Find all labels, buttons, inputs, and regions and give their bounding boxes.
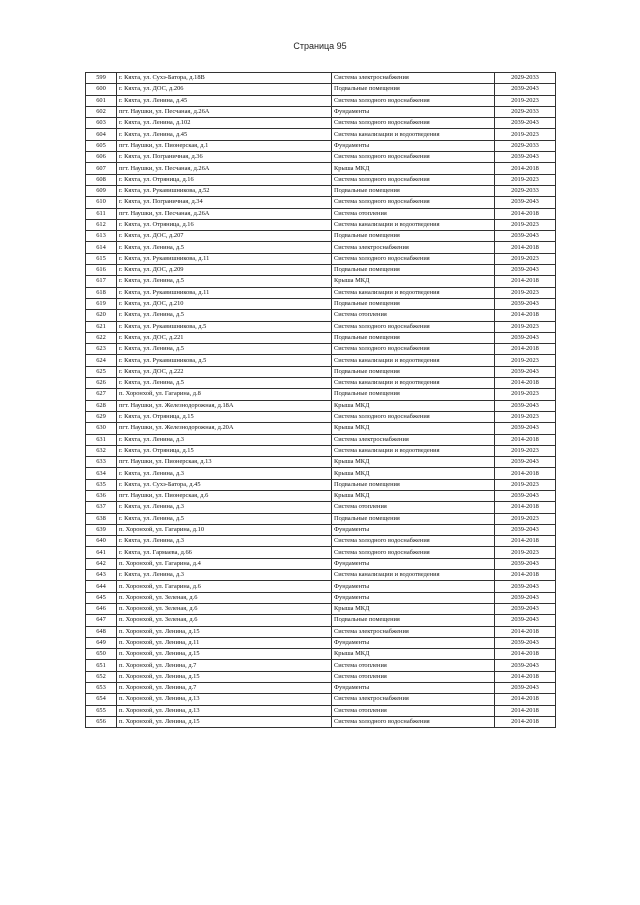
period-cell: 2039-2043 <box>495 660 556 671</box>
table-row <box>86 479 556 490</box>
system-cell: Подвальные помещения <box>332 84 495 95</box>
period-cell: 2039-2043 <box>495 400 556 411</box>
table-row <box>86 231 556 242</box>
period-cell: 2029-2033 <box>495 106 556 117</box>
address-cell: п. Хоронхой, ул. Гагарина, д.4 <box>117 558 332 569</box>
address-cell: г. Кяхта, ул. Сухэ-Батора, д.45 <box>117 479 332 490</box>
address-cell: г. Кяхта, ул. ДОС, д.210 <box>117 298 332 309</box>
system-cell: Система отопления <box>332 660 495 671</box>
system-cell: Система канализации и водоотведения <box>332 445 495 456</box>
table-row <box>86 445 556 456</box>
table-row <box>86 140 556 151</box>
period-cell: 2014-2018 <box>495 716 556 727</box>
address-cell: п. Хоронхой, ул. Гагарина, д.8 <box>117 389 332 400</box>
system-cell: Система канализации и водоотведения <box>332 378 495 389</box>
address-cell: г. Кяхта, ул. Ленина, д.5 <box>117 344 332 355</box>
period-cell: 2019-2023 <box>495 513 556 524</box>
row-number-cell: 605 <box>86 140 117 151</box>
row-number-cell: 655 <box>86 705 117 716</box>
system-cell: Фундаменты <box>332 140 495 151</box>
row-number-cell: 601 <box>86 95 117 106</box>
row-number-cell: 604 <box>86 129 117 140</box>
row-number-cell: 619 <box>86 298 117 309</box>
system-cell: Система электроснабжения <box>332 694 495 705</box>
period-cell: 2019-2023 <box>495 479 556 490</box>
system-cell: Подвальные помещения <box>332 265 495 276</box>
period-cell: 2014-2018 <box>495 502 556 513</box>
system-cell: Система канализации и водоотведения <box>332 570 495 581</box>
row-number-cell: 614 <box>86 242 117 253</box>
row-number-cell: 618 <box>86 287 117 298</box>
system-cell: Подвальные помещения <box>332 298 495 309</box>
table-row <box>86 310 556 321</box>
table-row <box>86 129 556 140</box>
period-cell: 2029-2033 <box>495 185 556 196</box>
table-row <box>86 355 556 366</box>
system-cell: Система холодного водоснабжения <box>332 95 495 106</box>
address-cell: г. Кяхта, ул. ДОС, д.222 <box>117 366 332 377</box>
period-cell: 2019-2023 <box>495 253 556 264</box>
period-cell: 2014-2018 <box>495 626 556 637</box>
period-cell: 2019-2023 <box>495 287 556 298</box>
table-row <box>86 660 556 671</box>
row-number-cell: 656 <box>86 716 117 727</box>
address-cell: г. Кяхта, ул. Сухэ-Батора, д.18В <box>117 73 332 84</box>
system-cell: Крыша МКД <box>332 603 495 614</box>
period-cell: 2039-2043 <box>495 683 556 694</box>
table-row <box>86 570 556 581</box>
row-number-cell: 627 <box>86 389 117 400</box>
row-number-cell: 612 <box>86 219 117 230</box>
row-number-cell: 609 <box>86 185 117 196</box>
row-number-cell: 636 <box>86 490 117 501</box>
row-number-cell: 638 <box>86 513 117 524</box>
address-cell: г. Кяхта, ул. Пограничная, д.36 <box>117 152 332 163</box>
system-cell: Фундаменты <box>332 106 495 117</box>
table-row <box>86 95 556 106</box>
system-cell: Крыша МКД <box>332 457 495 468</box>
system-cell: Система канализации и водоотведения <box>332 219 495 230</box>
address-cell: г. Кяхта, ул. Рукавишникова, д.5 <box>117 355 332 366</box>
period-cell: 2019-2023 <box>495 321 556 332</box>
period-cell: 2039-2043 <box>495 118 556 129</box>
row-number-cell: 623 <box>86 344 117 355</box>
address-cell: г. Кяхта, ул. Ленина, д.5 <box>117 276 332 287</box>
table-row <box>86 502 556 513</box>
period-cell: 2014-2018 <box>495 434 556 445</box>
table-row <box>86 513 556 524</box>
period-cell: 2029-2033 <box>495 73 556 84</box>
row-number-cell: 635 <box>86 479 117 490</box>
row-number-cell: 641 <box>86 547 117 558</box>
period-cell: 2039-2043 <box>495 152 556 163</box>
table-row <box>86 118 556 129</box>
system-cell: Подвальные помещения <box>332 615 495 626</box>
address-cell: п. Хоронхой, ул. Ленина, д.15 <box>117 716 332 727</box>
address-cell: п. Хоронхой, ул. Ленина, д.11 <box>117 637 332 648</box>
period-cell: 2039-2043 <box>495 423 556 434</box>
system-cell: Фундаменты <box>332 683 495 694</box>
period-cell: 2014-2018 <box>495 208 556 219</box>
address-cell: п. Хоронхой, ул. Ленина, д.7 <box>117 660 332 671</box>
table-row <box>86 242 556 253</box>
address-cell: г. Кяхта, ул. ДОС, д.209 <box>117 265 332 276</box>
period-cell: 2039-2043 <box>495 332 556 343</box>
address-cell: г. Кяхта, ул. Ленина, д.3 <box>117 502 332 513</box>
row-number-cell: 637 <box>86 502 117 513</box>
address-cell: г. Кяхта, ул. Гармаева, д.66 <box>117 547 332 558</box>
row-number-cell: 600 <box>86 84 117 95</box>
address-cell: г. Кяхта, ул. Ленина, д.45 <box>117 129 332 140</box>
row-number-cell: 606 <box>86 152 117 163</box>
table-row <box>86 705 556 716</box>
table-row <box>86 366 556 377</box>
row-number-cell: 620 <box>86 310 117 321</box>
table-row <box>86 185 556 196</box>
table-row <box>86 73 556 84</box>
row-number-cell: 607 <box>86 163 117 174</box>
row-number-cell: 649 <box>86 637 117 648</box>
period-cell: 2014-2018 <box>495 570 556 581</box>
period-cell: 2039-2043 <box>495 84 556 95</box>
system-cell: Система отопления <box>332 671 495 682</box>
row-number-cell: 651 <box>86 660 117 671</box>
row-number-cell: 650 <box>86 649 117 660</box>
address-cell: г. Кяхта, ул. Ленина, д.5 <box>117 513 332 524</box>
row-number-cell: 654 <box>86 694 117 705</box>
period-cell: 2014-2018 <box>495 671 556 682</box>
row-number-cell: 646 <box>86 603 117 614</box>
row-number-cell: 616 <box>86 265 117 276</box>
system-cell: Крыша МКД <box>332 163 495 174</box>
system-cell: Система холодного водоснабжения <box>332 536 495 547</box>
system-cell: Подвальные помещения <box>332 513 495 524</box>
system-cell: Крыша МКД <box>332 276 495 287</box>
row-number-cell: 615 <box>86 253 117 264</box>
table-row <box>86 603 556 614</box>
row-number-cell: 622 <box>86 332 117 343</box>
system-cell: Система холодного водоснабжения <box>332 197 495 208</box>
period-cell: 2019-2023 <box>495 129 556 140</box>
row-number-cell: 617 <box>86 276 117 287</box>
repair-schedule-table <box>85 72 556 728</box>
row-number-cell: 628 <box>86 400 117 411</box>
table-row <box>86 694 556 705</box>
system-cell: Система отопления <box>332 502 495 513</box>
row-number-cell: 631 <box>86 434 117 445</box>
address-cell: г. Кяхта, ул. Ленина, д.5 <box>117 310 332 321</box>
system-cell: Фундаменты <box>332 592 495 603</box>
address-cell: г. Кяхта, ул. ДОС, д.207 <box>117 231 332 242</box>
period-cell: 2014-2018 <box>495 378 556 389</box>
row-number-cell: 652 <box>86 671 117 682</box>
table-row <box>86 106 556 117</box>
address-cell: пгт. Наушки, ул. Пионерская, д.6 <box>117 490 332 501</box>
table-row <box>86 332 556 343</box>
row-number-cell: 602 <box>86 106 117 117</box>
period-cell: 2014-2018 <box>495 276 556 287</box>
row-number-cell: 647 <box>86 615 117 626</box>
address-cell: г. Кяхта, ул. ДОС, д.221 <box>117 332 332 343</box>
address-cell: г. Кяхта, ул. Рукавишникова, д.52 <box>117 185 332 196</box>
system-cell: Фундаменты <box>332 581 495 592</box>
row-number-cell: 603 <box>86 118 117 129</box>
period-cell: 2039-2043 <box>495 615 556 626</box>
table-row <box>86 434 556 445</box>
table-row <box>86 490 556 501</box>
period-cell: 2019-2023 <box>495 355 556 366</box>
table-row <box>86 615 556 626</box>
period-cell: 2039-2043 <box>495 231 556 242</box>
system-cell: Система канализации и водоотведения <box>332 355 495 366</box>
period-cell: 2039-2043 <box>495 298 556 309</box>
table-row <box>86 152 556 163</box>
address-cell: п. Хоронхой, ул. Ленина, д.13 <box>117 705 332 716</box>
table-row <box>86 400 556 411</box>
address-cell: г. Кяхта, ул. Ленина, д.5 <box>117 242 332 253</box>
system-cell: Система холодного водоснабжения <box>332 253 495 264</box>
row-number-cell: 625 <box>86 366 117 377</box>
system-cell: Система канализации и водоотведения <box>332 287 495 298</box>
row-number-cell: 613 <box>86 231 117 242</box>
period-cell: 2014-2018 <box>495 163 556 174</box>
row-number-cell: 621 <box>86 321 117 332</box>
address-cell: п. Хоронхой, ул. Ленина, д.15 <box>117 626 332 637</box>
period-cell: 2019-2023 <box>495 547 556 558</box>
system-cell: Подвальные помещения <box>332 389 495 400</box>
table-row <box>86 163 556 174</box>
table-row <box>86 276 556 287</box>
period-cell: 2029-2033 <box>495 140 556 151</box>
system-cell: Крыша МКД <box>332 423 495 434</box>
period-cell: 2014-2018 <box>495 536 556 547</box>
table-row <box>86 536 556 547</box>
table-row <box>86 547 556 558</box>
system-cell: Система канализации и водоотведения <box>332 129 495 140</box>
address-cell: п. Хоронхой, ул. Ленина, д.13 <box>117 694 332 705</box>
period-cell: 2039-2043 <box>495 592 556 603</box>
table-row <box>86 592 556 603</box>
table-row <box>86 219 556 230</box>
system-cell: Крыша МКД <box>332 649 495 660</box>
period-cell: 2039-2043 <box>495 490 556 501</box>
row-number-cell: 639 <box>86 524 117 535</box>
address-cell: п. Хоронхой, ул. Ленина, д.15 <box>117 671 332 682</box>
row-number-cell: 653 <box>86 683 117 694</box>
period-cell: 2014-2018 <box>495 705 556 716</box>
period-cell: 2039-2043 <box>495 366 556 377</box>
system-cell: Система холодного водоснабжения <box>332 152 495 163</box>
address-cell: пгт. Наушки, ул. Песчаная, д.26А <box>117 163 332 174</box>
table-row <box>86 344 556 355</box>
table-body <box>86 73 556 728</box>
address-cell: пгт. Наушки, ул. Песчаная, д.26А <box>117 208 332 219</box>
table-row <box>86 457 556 468</box>
table-row <box>86 298 556 309</box>
table-row <box>86 84 556 95</box>
system-cell: Крыша МКД <box>332 468 495 479</box>
table-row <box>86 468 556 479</box>
period-cell: 2014-2018 <box>495 242 556 253</box>
system-cell: Система холодного водоснабжения <box>332 547 495 558</box>
table-row <box>86 321 556 332</box>
address-cell: г. Кяхта, ул. Отряница, д.15 <box>117 445 332 456</box>
system-cell: Фундаменты <box>332 637 495 648</box>
address-cell: г. Кяхта, ул. Рукавишникова, д.5 <box>117 321 332 332</box>
address-cell: п. Хоронхой, ул. Гагарина, д.10 <box>117 524 332 535</box>
address-cell: г. Кяхта, ул. Ленина, д.3 <box>117 468 332 479</box>
row-number-cell: 644 <box>86 581 117 592</box>
table-row <box>86 524 556 535</box>
address-cell: п. Хоронхой, ул. Зеленая, д.6 <box>117 603 332 614</box>
address-cell: г. Кяхта, ул. Ленина, д.3 <box>117 536 332 547</box>
period-cell: 2014-2018 <box>495 649 556 660</box>
period-cell: 2039-2043 <box>495 558 556 569</box>
address-cell: г. Кяхта, ул. Отряница, д.15 <box>117 411 332 422</box>
period-cell: 2019-2023 <box>495 445 556 456</box>
period-cell: 2039-2043 <box>495 265 556 276</box>
address-cell: г. Кяхта, ул. Рукавишникова, д.11 <box>117 287 332 298</box>
address-cell: г. Кяхта, ул. Отряница, д.16 <box>117 219 332 230</box>
table-row <box>86 265 556 276</box>
row-number-cell: 645 <box>86 592 117 603</box>
row-number-cell: 610 <box>86 197 117 208</box>
period-cell: 2039-2043 <box>495 457 556 468</box>
address-cell: г. Кяхта, ул. Отряница, д.16 <box>117 174 332 185</box>
system-cell: Фундаменты <box>332 524 495 535</box>
system-cell: Подвальные помещения <box>332 231 495 242</box>
system-cell: Система холодного водоснабжения <box>332 321 495 332</box>
system-cell: Крыша МКД <box>332 400 495 411</box>
address-cell: г. Кяхта, ул. ДОС, д.206 <box>117 84 332 95</box>
system-cell: Подвальные помещения <box>332 332 495 343</box>
table-row <box>86 378 556 389</box>
row-number-cell: 634 <box>86 468 117 479</box>
system-cell: Система отопления <box>332 310 495 321</box>
row-number-cell: 643 <box>86 570 117 581</box>
row-number-cell: 642 <box>86 558 117 569</box>
address-cell: г. Кяхта, ул. Ленина, д.3 <box>117 570 332 581</box>
table-row <box>86 716 556 727</box>
system-cell: Система электроснабжения <box>332 242 495 253</box>
period-cell: 2019-2023 <box>495 389 556 400</box>
system-cell: Подвальные помещения <box>332 479 495 490</box>
system-cell: Система холодного водоснабжения <box>332 174 495 185</box>
period-cell: 2014-2018 <box>495 344 556 355</box>
period-cell: 2014-2018 <box>495 310 556 321</box>
period-cell: 2039-2043 <box>495 603 556 614</box>
system-cell: Система холодного водоснабжения <box>332 118 495 129</box>
table-row <box>86 197 556 208</box>
address-cell: г. Кяхта, ул. Ленина, д.45 <box>117 95 332 106</box>
address-cell: п. Хоронхой, ул. Гагарина, д.6 <box>117 581 332 592</box>
row-number-cell: 640 <box>86 536 117 547</box>
table-row <box>86 683 556 694</box>
address-cell: г. Кяхта, ул. Ленина, д.102 <box>117 118 332 129</box>
page-title: Страница 95 <box>293 41 347 51</box>
row-number-cell: 608 <box>86 174 117 185</box>
system-cell: Крыша МКД <box>332 490 495 501</box>
address-cell: пгт. Наушки, ул. Пионерская, д.13 <box>117 457 332 468</box>
address-cell: г. Кяхта, ул. Рукавишникова, д.11 <box>117 253 332 264</box>
system-cell: Система холодного водоснабжения <box>332 411 495 422</box>
row-number-cell: 630 <box>86 423 117 434</box>
address-cell: п. Хоронхой, ул. Зеленая, д.6 <box>117 615 332 626</box>
row-number-cell: 599 <box>86 73 117 84</box>
period-cell: 2019-2023 <box>495 174 556 185</box>
table-row <box>86 174 556 185</box>
address-cell: п. Хоронхой, ул. Зеленая, д.6 <box>117 592 332 603</box>
table-row <box>86 411 556 422</box>
table-row <box>86 287 556 298</box>
row-number-cell: 626 <box>86 378 117 389</box>
period-cell: 2039-2043 <box>495 197 556 208</box>
address-cell: п. Хоронхой, ул. Ленина, д.15 <box>117 649 332 660</box>
row-number-cell: 632 <box>86 445 117 456</box>
row-number-cell: 633 <box>86 457 117 468</box>
address-cell: г. Кяхта, ул. Ленина, д.5 <box>117 378 332 389</box>
table-row <box>86 253 556 264</box>
address-cell: г. Кяхта, ул. Ленина, д.3 <box>117 434 332 445</box>
system-cell: Фундаменты <box>332 558 495 569</box>
system-cell: Система отопления <box>332 208 495 219</box>
period-cell: 2039-2043 <box>495 581 556 592</box>
table-row <box>86 626 556 637</box>
system-cell: Подвальные помещения <box>332 185 495 196</box>
period-cell: 2019-2023 <box>495 411 556 422</box>
row-number-cell: 611 <box>86 208 117 219</box>
period-cell: 2014-2018 <box>495 468 556 479</box>
period-cell: 2039-2043 <box>495 524 556 535</box>
system-cell: Система электроснабжения <box>332 73 495 84</box>
address-cell: г. Кяхта, ул. Пограничная, д.34 <box>117 197 332 208</box>
row-number-cell: 629 <box>86 411 117 422</box>
table-row <box>86 637 556 648</box>
system-cell: Система холодного водоснабжения <box>332 344 495 355</box>
system-cell: Система холодного водоснабжения <box>332 716 495 727</box>
period-cell: 2039-2043 <box>495 637 556 648</box>
period-cell: 2019-2023 <box>495 95 556 106</box>
row-number-cell: 624 <box>86 355 117 366</box>
table-row <box>86 558 556 569</box>
address-cell: пгт. Наушки, ул. Пионерская, д.1 <box>117 140 332 151</box>
period-cell: 2019-2023 <box>495 219 556 230</box>
system-cell: Система электроснабжения <box>332 434 495 445</box>
period-cell: 2014-2018 <box>495 694 556 705</box>
table-row <box>86 423 556 434</box>
row-number-cell: 648 <box>86 626 117 637</box>
system-cell: Подвальные помещения <box>332 366 495 377</box>
address-cell: п. Хоронхой, ул. Ленина, д.7 <box>117 683 332 694</box>
table-row <box>86 671 556 682</box>
table-row <box>86 208 556 219</box>
address-cell: пгт. Наушки, ул. Железнодорожная, д.20А <box>117 423 332 434</box>
table-row <box>86 581 556 592</box>
address-cell: пгт. Наушки, ул. Песчаная, д.26А <box>117 106 332 117</box>
system-cell: Система отопления <box>332 705 495 716</box>
address-cell: пгт. Наушки, ул. Железнодорожная, д.18А <box>117 400 332 411</box>
table-row <box>86 389 556 400</box>
system-cell: Система электроснабжения <box>332 626 495 637</box>
table-row <box>86 649 556 660</box>
